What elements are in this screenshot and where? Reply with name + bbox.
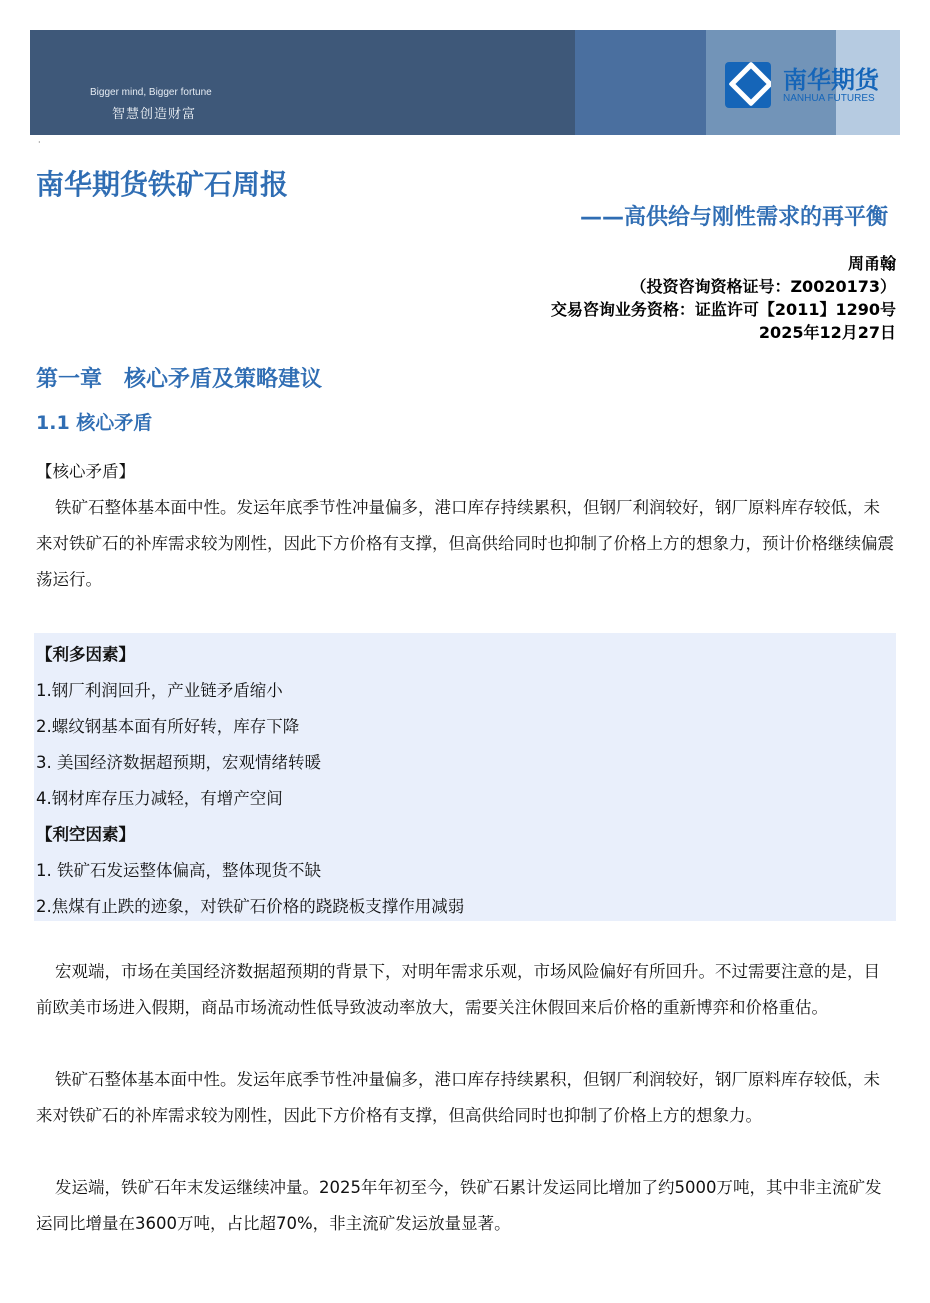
date: 2025年12月27日 xyxy=(758,323,896,342)
dot: · xyxy=(38,138,41,147)
author-info xyxy=(551,252,896,344)
banner-segment xyxy=(575,30,706,135)
bull-item: 4.钢材库存压力减轻，有增产空间 xyxy=(36,789,283,808)
section-title: 1.1 核心矛盾 xyxy=(36,412,153,434)
bull-label: 【利多因素】 xyxy=(36,645,135,664)
report-subtitle: ——高供给与刚性需求的再平衡 xyxy=(579,205,888,230)
core-text: 铁矿石整体基本面中性。发运年底季节性冲量偏多，港口库存持续累积，但钢厂利润较好，钢厂原料库存较低，未来对铁矿石的补库需求较为刚性，因此下方价格有支撑，但高供给同时也抑制了价格上方的想象力，预计价格继续偏震荡运行。 xyxy=(36,498,894,589)
bull-item: 2.螺纹钢基本面有所好转，库存下降 xyxy=(36,717,300,736)
bear-item: 1. 铁矿石发运整体偏高，整体现货不缺 xyxy=(36,861,321,880)
bull-item: 1.钢厂利润回升，产业链矛盾缩小 xyxy=(36,681,283,700)
license: 交易咨询业务资格：证监许可【2011】1290号 xyxy=(550,300,896,319)
nanhua-logo xyxy=(725,62,879,108)
paragraph: 宏观端，市场在美国经济数据超预期的背景下，对明年需求乐观，市场风险偏好有所回升。不过需要注意的是，目前欧美市场进入假期，商品市场流动性低导致波动率放大，需要关注休假回来后价格的重新博弈和价格重估。 xyxy=(36,962,880,1017)
logo-mark-icon xyxy=(725,62,771,108)
bull-item: 3. 美国经济数据超预期，宏观情绪转暖 xyxy=(36,753,321,772)
paragraph: 发运端，铁矿石年末发运继续冲量。2025年年初至今，铁矿石累计发运同比增加了约5000万吨，其中非主流矿发运同比增量在3600万吨，占比超70%，非主流矿发运放量显著。 xyxy=(36,1178,882,1233)
cert: （投资咨询资格证号：Z0020173） xyxy=(630,277,896,296)
chapter-title: 第一章 核心矛盾及策略建议 xyxy=(36,367,323,392)
paragraph: 铁矿石整体基本面中性。发运年底季节性冲量偏多，港口库存持续累积，但钢厂利润较好，钢厂原料库存较低，未来对铁矿石的补库需求较为刚性，因此下方价格有支撑，但高供给同时也抑制了价格上方的想象力。 xyxy=(36,1070,880,1125)
banner-dark-segment xyxy=(30,30,575,135)
logo-cn: 南华期货 xyxy=(783,65,879,94)
bear-item: 2.焦煤有止跌的迹象，对铁矿石价格的跷跷板支撑作用减弱 xyxy=(36,897,465,916)
logo-en: NANHUA FUTURES xyxy=(783,92,875,104)
factors-box xyxy=(34,633,896,921)
slogan-cn: 智慧创造财富 xyxy=(112,107,197,122)
report-title: 南华期货铁矿石周报 xyxy=(36,168,289,201)
bear-label: 【利空因素】 xyxy=(36,825,135,844)
core-label: 【核心矛盾】 xyxy=(36,462,135,481)
author: 周甬翰 xyxy=(847,254,896,273)
slogan-en: Bigger mind, Bigger fortune xyxy=(90,87,212,98)
